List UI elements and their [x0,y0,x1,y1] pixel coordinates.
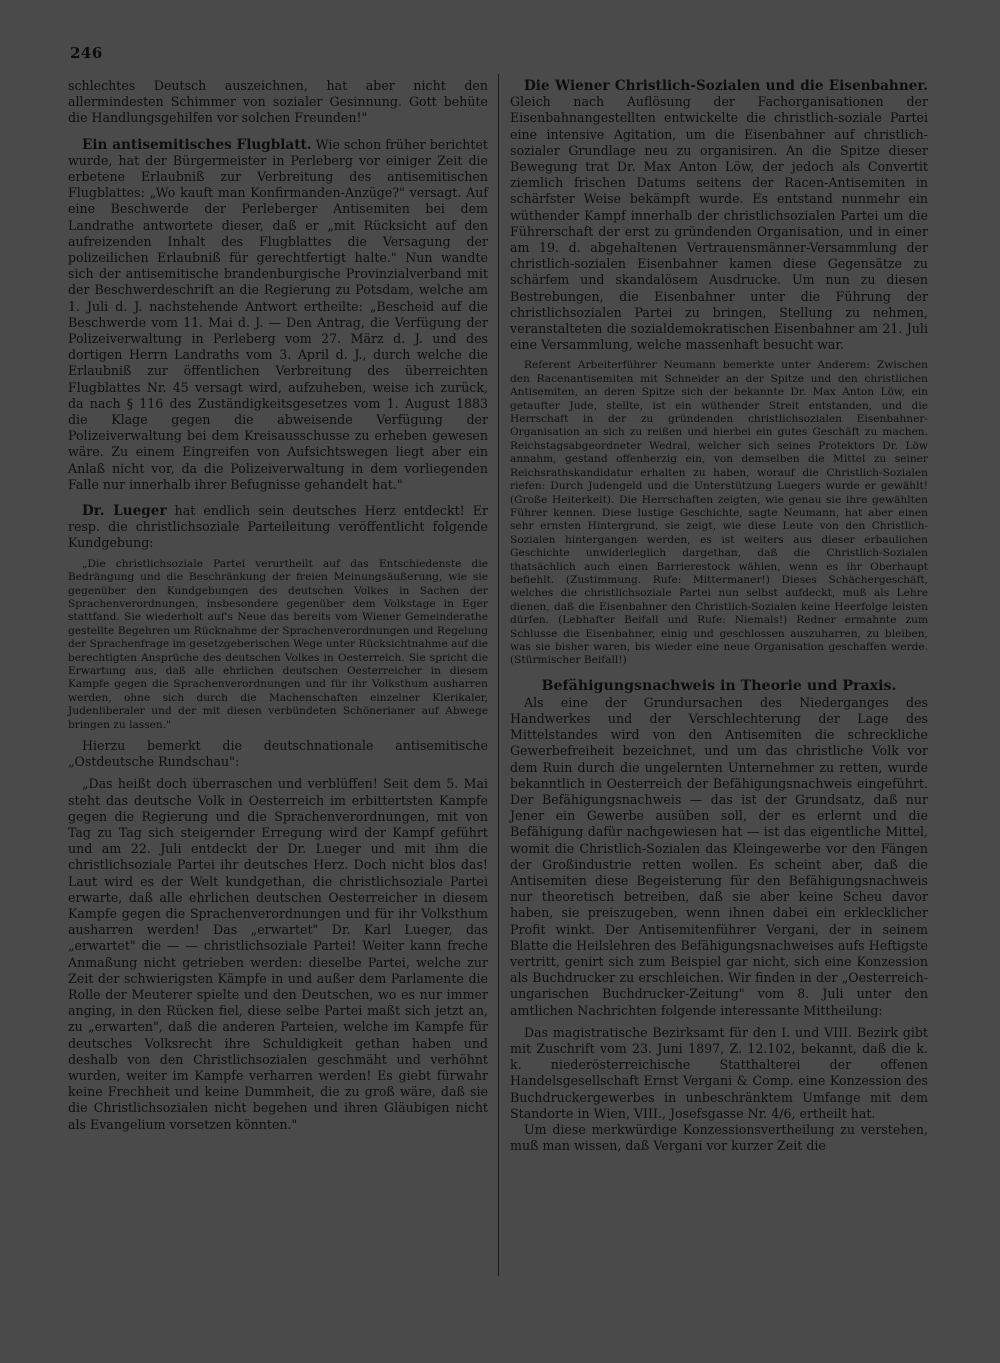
meeting-report: Referent Arbeiterführer Neumann bemerkte unter Anderem: Zwischen den Racenantisemiten mit Schneider an der Spitze und den christlichen Antisemiten, an deren Spitze sich der bekannte Dr. Max Anton Löw, ein getaufter Jude, stellte, ist ein wüthender Streit entstanden, und die Herrschaft in der zu gründenden christlichsozialen Eisenbahner-Organisation an sich zu reißen und hierbei ein gutes Geschäft zu machen. Reichstagsabgeordneter Wedral, welcher sich seines Protektors Dr. Löw annahm, gestand offenherzig ein, von demselben die Mittel zu seiner Reichsrathskandidatur erhalten zu haben, worauf die Christlich-Sozialen riefen: Durch Judengeld und die Unterstützung Luegers wurde er gewählt! (Große Heiterkeit). Die Herrschaften zeigten, wie genau sie ihre gewählten Führer kennen. Diese lustige Geschichte, sagte Neumann, hat aber einen sehr ernsten Hintergrund, sie zeigt, wie diese Leute von den Christlich-Sozialen hintergangen werden, es ist weiters aus dieser erbaulichen Geschichte unwiderleglich dargethan, daß die Christlich-Sozialen thatsächlich auch einen Barrierestock wählen, wenn es ihr Oberhaupt befiehlt. (Zustimmung. Rufe: Mittermaner!) Dieses Schächergeschäft, welches die christlichsoziale Partei nun selbst aufdeckt, muß als Lehre dienen, daß die Eisenbahner den Christlich-Sozialen keine Heerfolge leisten dürfen. (Lebhafter Beifall und Rufe: Niemals!) Redner ermahnte zum Schlusse die Eisenbahner, einig und geschlossen auszuharren, zu bleiben, was sie bisher waren, bis wieder eine neue Organisation geschaffen werde. (Stürmischer Beifall!) [510,359,928,667]
right-column [510,78,928,1154]
article-text: Wie schon früher berichtet wurde, hat der Bürgermeister in Perleberg vor einiger Zeit die erbetene Erlaubniß zur Verbreitung des antisemitischen Flugblattes: „Wo kauft man Konfirmanden-Anzüge?" versagt. Auf eine Beschwerde der Perleberger Antisemiten bei dem Landrathe antwortete dieser, daß er „mit Rücksicht auf den aufreizenden Inhalt des Flugblattes die Versagung der polizeilichen Erlaubniß für gerechtfertigt halte." Nun wandte sich der antisemitische brandenburgische Provinzialverband mit der Beschwerdeschrift an die Regierung zu Potsdam, welche am 1. Juli d. J. nachstehende Antwort ertheilte: „Bescheid auf die Beschwerde vom 11. Mai d. J. — Den Antrag, die Verfügung der Polizeiverwaltung in Perleberg vom 27. März d. J. und des dortigen Herrn Landraths vom 3. April d. J., durch welche die Erlaubniß zur öffentlichen Verbreitung des überreichten Flugblattes Nr. 45 versagt wird, aufzuheben, weise ich zurück, da nach § 116 des Zuständigkeitsgesetzes vom 1. August 1883 die Klage gegen die abweisende Verfügung der Polizeiverwaltung bei dem Kreisausschusse zu erheben gewesen wäre. Zu einem Eingreifen von Aufsichtswegen liegt aber ein Anlaß nicht vor, da die Polizeiverwaltung in dem vorliegenden Falle nur innerhalb ihrer Befugnisse gehandelt hat." [68,136,488,492]
article-continuation: schlechtes Deutsch auszeichnen, hat aber nicht den allermindesten Schimmer von sozialer Gesinnung. Gott behüte die Handlungsgehilfen vor solchen Freunden!" [68,78,488,126]
left-column [68,78,488,1133]
article-heading: Dr. Lueger [82,503,167,520]
quoted-notice: Das magistratische Bezirksamt für den I. und VIII. Bezirk gibt mit Zuschrift vom 23. Juni 1897, Z. 12.102, bekannt, daß die k. k. niederösterreichische Statthalterei der offenen Handelsgesellschaft Ernst Vergani & Comp. eine Konzession des Buchdruckergewerbes in unbeschränktem Umfange mit dem Standorte in Wien, VIII., Josefsgasse Nr. 4/6, ertheilt hat. [510,1024,928,1121]
quoted-commentary: „Das heißt doch überraschen und verblüffen! Seit dem 5. Mai steht das deutsche Volk in Oesterreich im erbittertsten Kampfe gegen die Regierung und die Sprachenverordnungen, mit von Tag zu Tag sich steigernder Erregung wird der Kampf geführt und am 22. Juli entdeckt der Dr. Lueger und mit ihm die christlichsoziale Partei ihr deutsches Herz. Doch nicht blos das! Laut wird es der Welt kundgethan, die christlichsoziale Partei erwarte, daß alle ehrlichen deutschen Oesterreicher in diesem Kampfe gegen die Sprachenverordnungen und für ihr Volksthum ausharren werden! Das „erwartet" Dr. Karl Lueger, das „erwartet" die — — christlichsoziale Partei! Weiter kann freche Anmaßung nicht getrieben werden: dieselbe Partei, welche zur Zeit der schwierigsten Kämpfe in und außer dem Parlamente die Rolle der Meuterer spielte und den Deutschen, wo es nur immer anging, in den Rücken fiel, diese selbe Partei maßt sich jetzt an, zu „erwarten", daß die anderen Parteien, welche im Kampfe für deutsches Volksrecht ihre Schuldigkeit gethan haben und deshalb von den Christlichsozialen geschmäht und verhöhnt wurden, weiter im Kampfe verharren werden! Es giebt fürwahr keine Frechheit und keine Dummheit, die zu groß wäre, daß sie die Christlichsozialen nicht begehen und ihren Gläubigen nicht als Evangelium vorsetzen könnten." [68,776,488,1132]
column-divider [498,74,499,1276]
bottom-rule [510,1283,928,1284]
article-heading: Befähigungsnachweis in Theorie und Praxis. [541,677,897,694]
article-heading: Ein antisemitisches Flugblatt. [82,136,312,153]
article-text: Hierzu bemerkt die deutschnationale antisemitische „Ostdeutsche Rundschau": [68,737,488,770]
article-text: hat endlich sein deutsches Herz entdeckt! Er resp. die christlichsoziale Parteileitung veröffentlicht folgende Kundgebung: [68,503,488,551]
article-text: Um diese merkwürdige Konzessionsvertheilung zu verstehen, muß man wissen, daß Vergani vor kurzer Zeit die [510,1122,928,1154]
article-flugblatt [68,137,488,493]
page-number: 246 [70,44,103,62]
article-text: Gleich nach Auflösung der Fachorganisationen der Eisenbahnangestellten entwickelte die christlich-soziale Partei eine intensive Agitation, um die Eisenbahner auf christlich-sozialer Grundlage neu zu organisiren. An die Spitze dieser Bewegung trat Dr. Max Anton Löw, der jedoch als Convertit ziemlich frischen Datums seitens der Racen-Antisemiten in schärfster Weise bekämpft wurde. Es entstand nunmehr ein wüthender Kampf innerhalb der christlichsozialen Partei um die Führerschaft der erst zu gründenden Organisation, und in einer am 19. d. abgehaltenen Vertrauensmänner-Versammlung der christlich-sozialen Eisenbahner kamen diese Gegensätze zu schärfem und skandalösem Ausdrucke. Um nun zu diesen Bestrebungen, die Eisenbahner unter die Führung der christlichsozialen Partei zu bringen, Stellung zu nehmen, veranstalteten die sozialdemokratischen Eisenbahner am 21. Juli eine Versammlung, welche massenhaft besucht war. [510,94,928,353]
quoted-proclamation: „Die christlichsoziale Partei verurtheilt auf das Entschiedenste die Bedrängung und die Beschränkung der freien Meinungsäußerung, wie sie gegenüber den Kundgebungen des deutschen Volkes in Sachen der Sprachenverordnungen, insbesondere gegenüber dem Volkstage in Eger stattfand. Sie wiederholt auf's Neue das bereits vom Wiener Gemeinderathe gestellte Begehren um Rücknahme der Sprachenverordnungen und Regelung der Sprachenfrage im gesetzgeberischen Wege unter Rücksichtnahme auf die berechtigten Ansprüche des deutschen Volkes in Oesterreich. Sie spricht die Erwartung aus, daß alle ehrlichen deutschen Oesterreicher in diesem Kampfe gegen die Sprachenverordnungen und für ihr Volksthum ausharren werden, ohne sich durch die Machenschaften einzelner Klerikaler, Judenliberaler und der mit diesen verbündeten Schönerianer auf Abwege bringen zu lassen." [68,557,488,731]
article-lueger [68,503,488,552]
article-eisenbahner [510,78,928,353]
article-befaehigungsnachweis: Als eine der Grundursachen des Niederganges des Handwerkes und der Verschlechterung der Lage des Mittelstandes wird von den Antisemiten die schreckliche Gewerbefreiheit bezeichnet, und um das christliche Volk vor dem Ruin durch die ungelernten Unternehmer zu retten, wurde bekanntlich in Oesterreich der Befähigungsnachweis eingeführt. Der Befähigungsnachweis — das ist der Grundsatz, daß nur Jener ein Gewerbe ausüben soll, der es erlernt und die Befähigung dafür nachgewiesen hat — ist das eigentliche Mittel, womit die Christlich-Sozialen das Kleingewerbe vor den Fängen der Großindustrie retten wollen. Es scheint aber, daß die Antisemiten diese Begeisterung für den Befähigungsnachweis nur theoretisch betreiben, daß sie aber keine Scheu davor haben, sie preiszugeben, wenn ihnen dabei ein erklecklicher Profit winkt. Der Antisemitenführer Vergani, der in seinem Blatte die Heilslehren des Befähigungsnachweises aufs Heftigste vertritt, genirt sich zum Beispiel gar nicht, sich eine Konzession als Buchdrucker zu erschleichen. Wir finden in der „Oesterreich-ungarischen Buchdrucker-Zeitung" vom 8. Juli unter den amtlichen Nachrichten folgende interessante Mittheilung: [510,694,928,1018]
article-heading: Die Wiener Christlich-Sozialen und die Eisenbahner. [524,78,928,94]
